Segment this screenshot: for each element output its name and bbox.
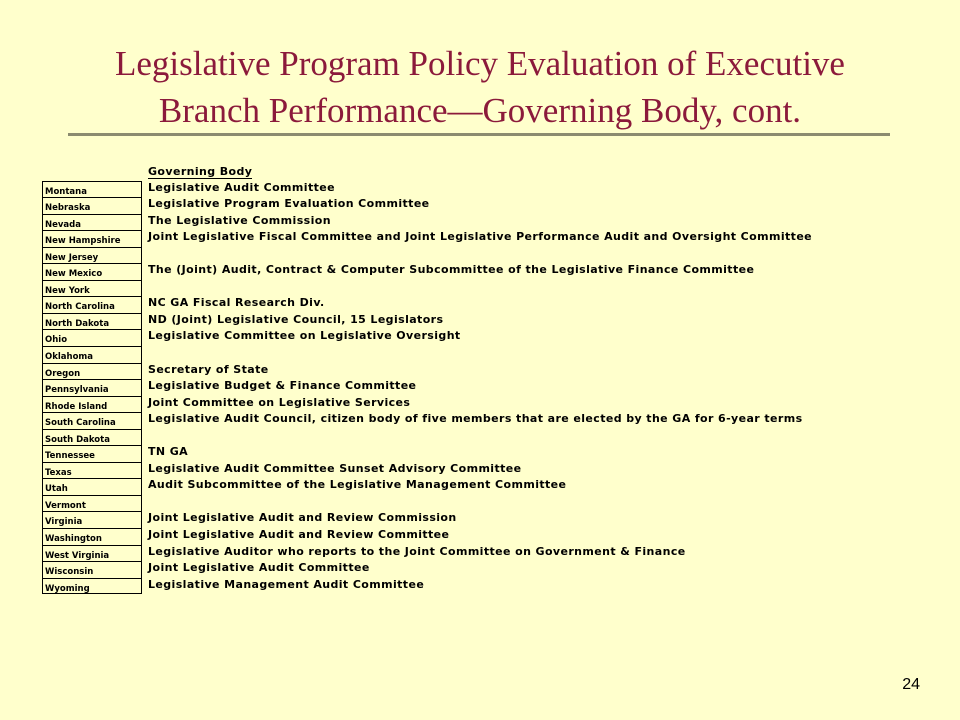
state-cell: North Dakota	[42, 313, 142, 330]
governing-body-cell: Audit Subcommittee of the Legislative Management Committee	[148, 478, 567, 492]
table-row	[42, 462, 802, 479]
table-rows	[42, 180, 813, 595]
state-cell: Pennsylvania	[42, 379, 142, 396]
state-cell: Texas	[42, 462, 142, 479]
page-number: 24	[902, 676, 920, 693]
governing-body-cell: NC GA Fiscal Research Div.	[148, 296, 325, 310]
table-row	[42, 429, 802, 446]
table-row	[42, 578, 802, 595]
governing-body-cell: Legislative Budget & Finance Committee	[148, 379, 417, 393]
table-row	[42, 495, 802, 512]
table-row	[42, 313, 802, 330]
governing-body-cell: Legislative Auditor who reports to the Joint Committee on Government & Finance	[148, 544, 686, 558]
slide-title-line-1: Legislative Program Policy Evaluation of Executive	[115, 44, 845, 83]
table-row	[42, 181, 802, 198]
table-row	[42, 511, 802, 528]
table-row	[42, 263, 802, 280]
table-row	[42, 197, 802, 214]
state-cell: Tennessee	[42, 445, 142, 462]
table-row	[42, 545, 802, 562]
governing-body-cell: Joint Legislative Fiscal Committee and Joint Legislative Performance Audit and Oversight Committee	[148, 230, 813, 244]
table-row	[42, 561, 802, 578]
state-cell: Utah	[42, 478, 142, 495]
governing-body-cell: Legislative Audit Council, citizen body of five members that are elected by the GA for 6-year terms	[148, 412, 803, 426]
title-divider	[68, 133, 890, 136]
table-row	[42, 280, 802, 297]
state-cell: Rhode Island	[42, 396, 142, 413]
state-cell: Virginia	[42, 511, 142, 528]
table-row	[42, 478, 802, 495]
state-cell: New Jersey	[42, 247, 142, 264]
table-row	[42, 247, 802, 264]
table-row	[42, 528, 802, 545]
table-row	[42, 329, 802, 346]
governing-body-cell: Secretary of State	[148, 362, 269, 376]
state-cell: South Carolina	[42, 412, 142, 429]
governing-body-cell: Legislative Committee on Legislative Oversight	[148, 329, 461, 343]
governing-body-cell: Joint Committee on Legislative Services	[148, 395, 411, 409]
state-cell: South Dakota	[42, 429, 142, 446]
state-cell: Nevada	[42, 214, 142, 231]
slide-title	[0, 40, 960, 134]
table-row	[42, 412, 802, 429]
table-row	[42, 396, 802, 413]
table-row	[42, 363, 802, 380]
column-header-governing-body: Governing Body	[148, 165, 253, 178]
state-cell: Washington	[42, 528, 142, 545]
state-cell: Ohio	[42, 329, 142, 346]
governing-body-cell: ND (Joint) Legislative Council, 15 Legislators	[148, 312, 444, 326]
state-cell: West Virginia	[42, 545, 142, 562]
governing-body-cell: Legislative Management Audit Committee	[148, 577, 425, 591]
state-cell: Montana	[42, 181, 142, 198]
state-cell: Oklahoma	[42, 346, 142, 363]
state-cell: New Hampshire	[42, 230, 142, 247]
slide-title-line-2: Branch Performance—Governing Body, cont.	[158, 91, 802, 130]
governing-body-cell: TN GA	[148, 445, 189, 459]
governing-body-cell: Joint Legislative Audit and Review Commission	[148, 511, 457, 525]
state-cell: Vermont	[42, 495, 142, 512]
table-row	[42, 296, 802, 313]
table-row	[42, 230, 813, 247]
table-row	[42, 346, 802, 363]
state-cell: New York	[42, 280, 142, 297]
state-cell: North Carolina	[42, 296, 142, 313]
table-row	[42, 214, 802, 231]
governing-body-cell: Legislative Audit Committee	[148, 180, 335, 194]
governing-body-cell: Legislative Program Evaluation Committee	[148, 197, 430, 211]
governing-body-cell: Joint Legislative Audit Committee	[148, 561, 370, 575]
governing-body-cell: Legislative Audit Committee Sunset Advisory Committee	[148, 461, 522, 475]
governing-body-cell: Joint Legislative Audit and Review Committee	[148, 527, 450, 541]
state-cell: Oregon	[42, 363, 142, 380]
state-cell: Wisconsin	[42, 561, 142, 578]
governing-body-cell: The (Joint) Audit, Contract & Computer Subcommittee of the Legislative Finance Committee	[148, 263, 755, 277]
table-row	[42, 379, 802, 396]
governing-body-cell: The Legislative Commission	[148, 213, 331, 227]
table-row	[42, 445, 802, 462]
state-cell: Wyoming	[42, 578, 142, 595]
state-cell: Nebraska	[42, 197, 142, 214]
state-cell: New Mexico	[42, 263, 142, 280]
